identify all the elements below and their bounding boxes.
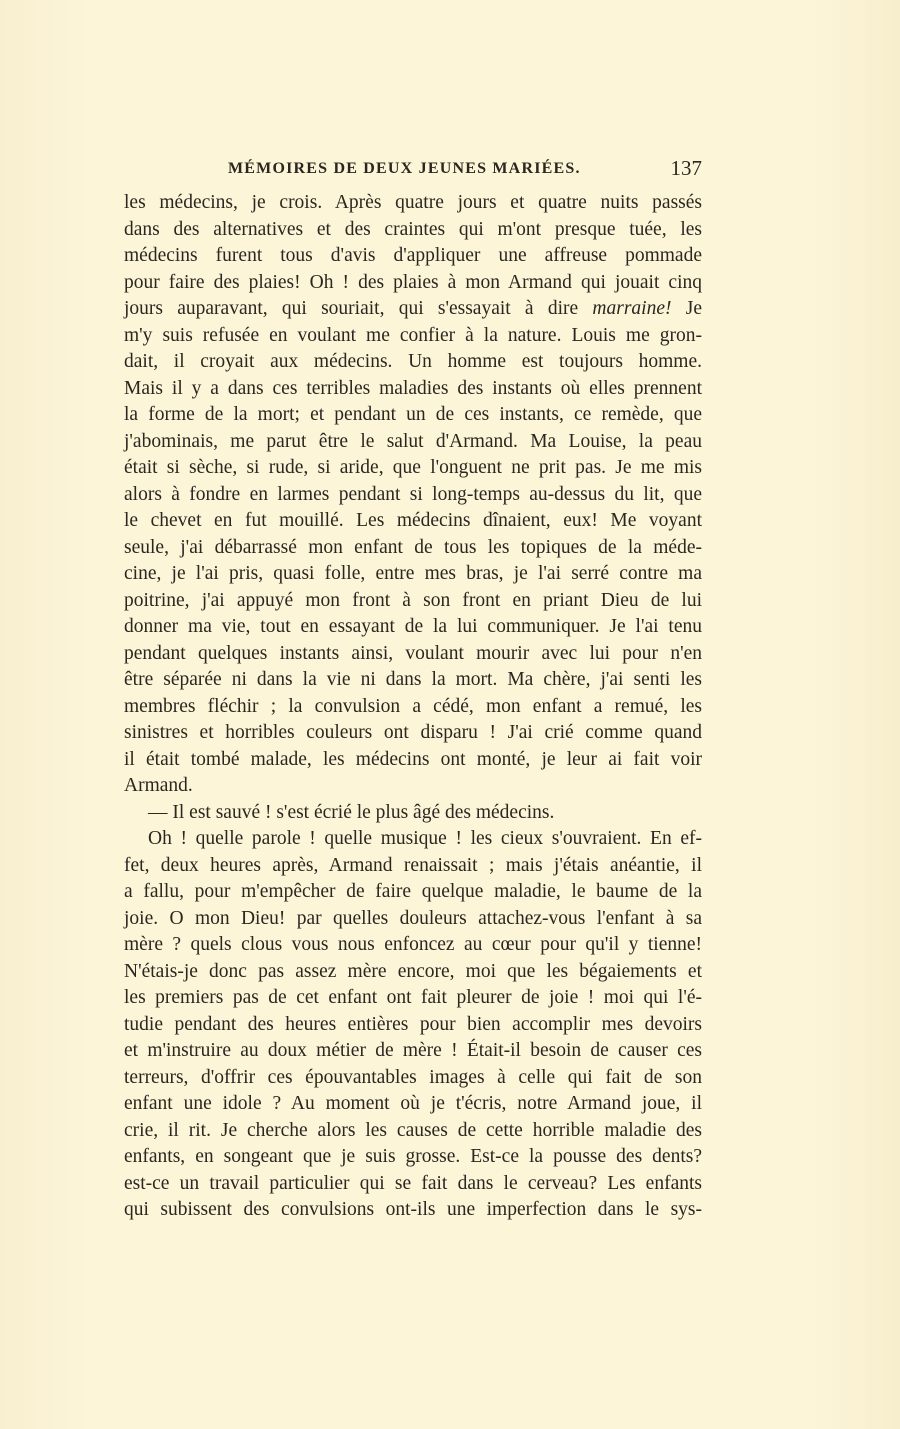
text-line [124, 1038, 702, 1065]
line-text: était si sèche, si rude, si aride, que l'onguent ne prit pas. Je me mis [124, 457, 702, 478]
line-text: tudie pendant des heures entières pour bien accomplir mes devoirs [124, 1013, 702, 1035]
line-text: j'abominais, me parut être le salut d'Armand. Ma Louise, la peau [124, 430, 702, 452]
page-header [124, 156, 702, 184]
text-line [124, 296, 702, 323]
text-line [124, 402, 702, 429]
text-line [124, 190, 702, 217]
line-text: poitrine, j'ai appuyé mon front à son front en priant Dieu de lui [124, 589, 702, 611]
line-text: les premiers pas de cet enfant ont fait pleurer de joie ! moi qui l'é- [124, 987, 702, 1008]
line-text: qui subissent des convulsions ont-ils une imperfection dans le sys- [124, 1199, 702, 1220]
line-text: Armand. [124, 775, 193, 796]
text-line [124, 800, 702, 827]
text-line [124, 376, 702, 403]
line-text: pendant quelques instants ainsi, voulant mourir avec lui pour n'en [124, 642, 702, 664]
text-line [124, 1197, 702, 1224]
line-text: joie. O mon Dieu! par quelles douleurs attachez-vous l'enfant à sa [124, 907, 702, 929]
text-line [124, 985, 702, 1012]
line-text: — Il est sauvé ! s'est écrié le plus âgé des médecins. [148, 801, 555, 823]
text-line [124, 270, 702, 297]
line-text: il était tombé malade, les médecins ont monté, je leur ai fait voir [124, 748, 702, 770]
text-line [124, 455, 702, 482]
line-text: dans des alternatives et des craintes qui m'ont presque tuée, les [124, 218, 702, 240]
body-text [124, 190, 702, 1224]
text-line [124, 1171, 702, 1198]
line-text: alors à fondre en larmes pendant si long-temps au-dessus du lit, que [124, 483, 702, 505]
line-text: seule, j'ai débarrassé mon enfant de tous les topiques de la méde- [124, 536, 702, 558]
text-line [124, 561, 702, 588]
line-text: médecins furent tous d'avis d'appliquer une affreuse pommade [124, 245, 702, 266]
text-line [124, 429, 702, 456]
line-text: Mais il y a dans ces terribles maladies des instants où elles prennent [124, 377, 702, 399]
text-line [124, 932, 702, 959]
text-line [124, 1065, 702, 1092]
line-text: donner ma vie, tout en essayant de la lui communiquer. Je l'ai tenu [124, 616, 702, 637]
text-line [124, 667, 702, 694]
line-text: et m'instruire au doux métier de mère ! Était-il besoin de causer ces [124, 1040, 702, 1061]
text-line [124, 217, 702, 244]
line-text: fet, deux heures après, Armand renaissait ; mais j'étais anéantie, il [124, 854, 702, 876]
text-line [124, 323, 702, 350]
text-line [124, 349, 702, 376]
text-line [124, 614, 702, 641]
text-line [124, 773, 702, 800]
text-line [124, 720, 702, 747]
running-title: MÉMOIRES DE DEUX JEUNES MARIÉES. [228, 160, 581, 177]
line-text: sinistres et horribles couleurs ont disparu ! J'ai crié comme quand [124, 722, 702, 743]
text-line [124, 588, 702, 615]
line-text: les médecins, je crois. Après quatre jours et quatre nuits passés [124, 192, 702, 213]
text-line [124, 1012, 702, 1039]
text-line [124, 959, 702, 986]
line-text: la forme de la mort; et pendant un de ces instants, ce remède, que [124, 404, 702, 425]
italic-word: marraine! [592, 298, 672, 319]
line-text: N'étais-je donc pas assez mère encore, moi que les bégaiements et [124, 960, 702, 982]
line-text: membres fléchir ; la convulsion a cédé, mon enfant a remué, les [124, 695, 702, 717]
line-text: Je [685, 298, 702, 319]
line-text: m'y suis refusée en voulant me confier à la nature. Louis me gron- [124, 324, 702, 346]
line-text: est-ce un travail particulier qui se fait dans le cerveau? Les enfants [124, 1172, 702, 1194]
line-text: crie, il rit. Je cherche alors les causes de cette horrible maladie des [124, 1119, 702, 1141]
line-text: le chevet en fut mouillé. Les médecins dînaient, eux! Me voyant [124, 510, 702, 531]
line-text: Oh ! quelle parole ! quelle musique ! les cieux s'ouvraient. En ef- [148, 828, 702, 849]
text-line [124, 853, 702, 880]
text-line [124, 826, 702, 853]
line-text: dait, il croyait aux médecins. Un homme est toujours homme. [124, 351, 702, 372]
text-line [124, 535, 702, 562]
text-line [124, 508, 702, 535]
line-text: a fallu, pour m'empêcher de faire quelque maladie, le baume de la [124, 881, 702, 902]
line-text: jours auparavant, qui souriait, qui s'essayait à dire [124, 298, 579, 319]
text-line [124, 694, 702, 721]
line-text: pour faire des plaies! Oh ! des plaies à mon Armand qui jouait cinq [124, 271, 702, 293]
text-line [124, 1144, 702, 1171]
line-text: être séparée ni dans la vie ni dans la mort. Ma chère, j'ai senti les [124, 669, 702, 690]
line-text: enfant une idole ? Au moment où je t'écris, notre Armand joue, il [124, 1093, 702, 1114]
page-number: 137 [670, 156, 702, 180]
text-line [124, 1118, 702, 1145]
text-line [124, 879, 702, 906]
text-line [124, 747, 702, 774]
line-text: terreurs, d'offrir ces épouvantables images à celle qui fait de son [124, 1066, 702, 1088]
text-line [124, 482, 702, 509]
text-line [124, 243, 702, 270]
text-line [124, 641, 702, 668]
text-line [124, 906, 702, 933]
text-line [124, 1091, 702, 1118]
line-text: mère ? quels clous vous nous enfoncez au cœur pour qu'il y tienne! [124, 934, 702, 955]
line-text: enfants, en songeant que je suis grosse. Est-ce la pousse des dents? [124, 1146, 702, 1167]
line-text: cine, je l'ai pris, quasi folle, entre mes bras, je l'ai serré contre ma [124, 563, 702, 584]
